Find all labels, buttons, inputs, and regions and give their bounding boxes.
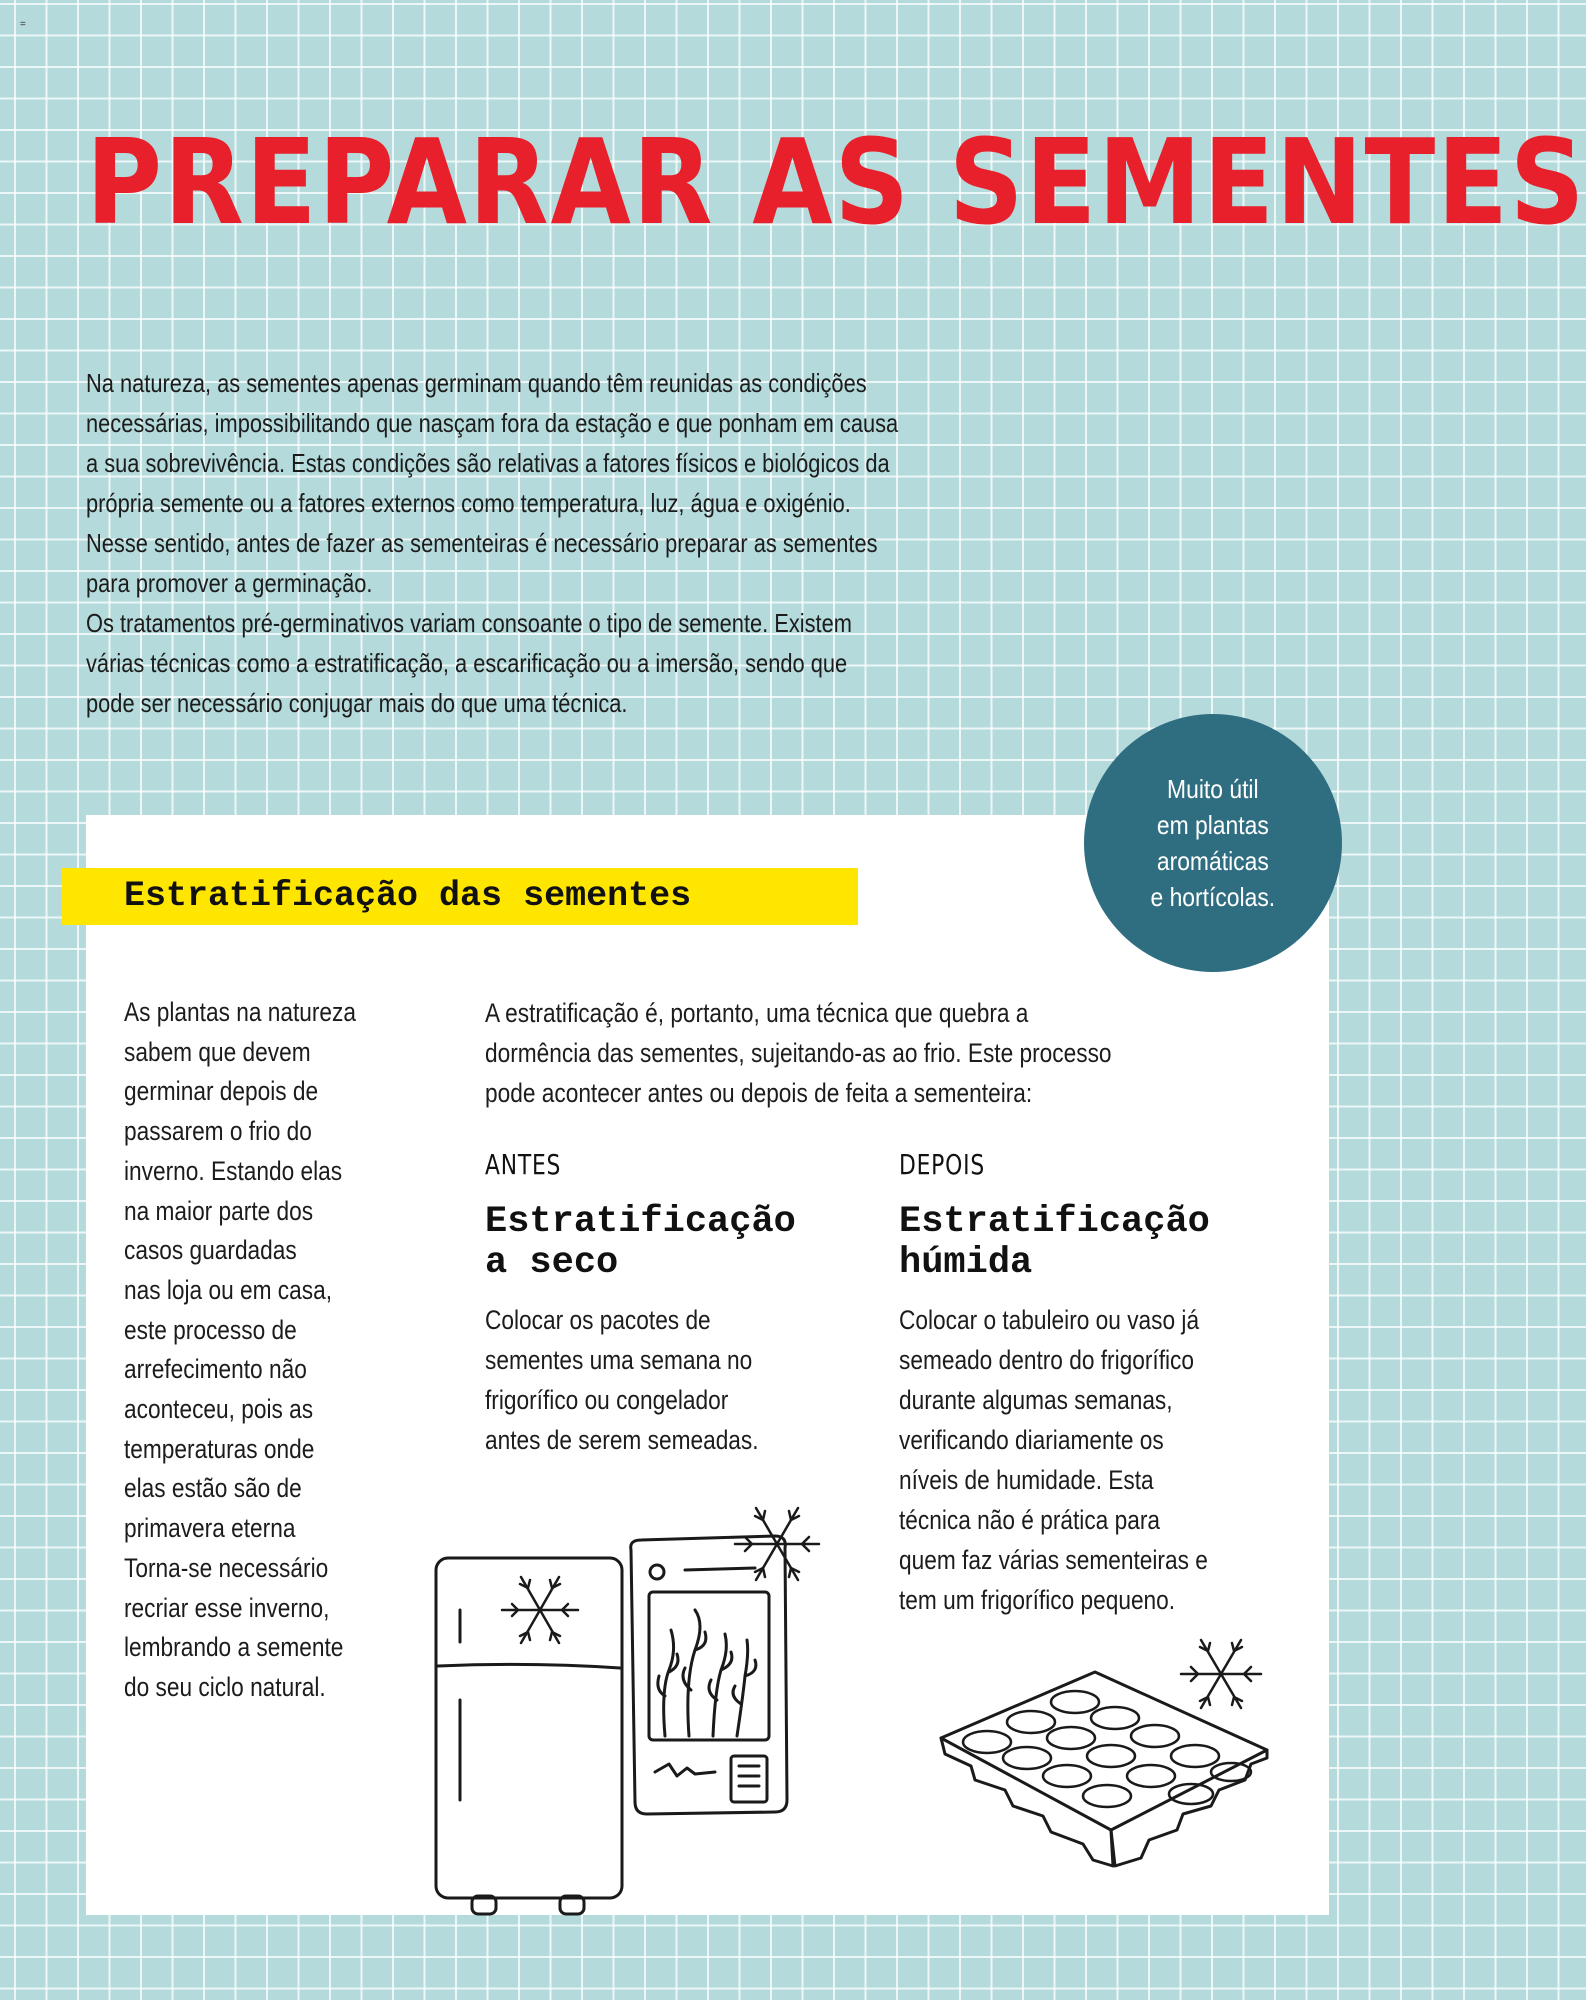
left-line: este processo de [124,1314,297,1345]
intro-line: Nesse sentido, antes de fazer as sementeiras é necessário preparar as sementes [86,528,878,558]
method-line: Colocar o tabuleiro ou vaso já [899,1305,1200,1335]
phase-label-after: DEPOIS [899,1148,985,1181]
intro-line: necessárias, impossibilitando que nasçam fora da estação e que ponham em causa [86,408,899,438]
intro-line: várias técnicas como a estratificação, a escarificação ou a imersão, sendo que [86,648,848,678]
left-line: Torna-se necessário [124,1552,329,1583]
method-line: técnica não é prática para [899,1505,1160,1535]
snowflake-icon [502,1577,578,1643]
method-line: sementes uma semana no [485,1345,753,1375]
left-line: nas loja ou em casa, [124,1274,333,1305]
method-line: tem um frigorífico pequeno. [899,1585,1176,1615]
snowflake-icon [1181,1640,1261,1708]
process-line: dormência das sementes, sujeitando-as ao frio. Este processo [485,1038,1112,1068]
method-title-humid [899,1202,1210,1284]
left-line: passarem o frio do [124,1116,312,1147]
left-line: germinar depois de [124,1076,319,1107]
method-line: quem faz várias sementeiras e [899,1545,1208,1575]
phase-label-before: ANTES [485,1148,562,1181]
left-line: inverno. Estando elas [124,1155,343,1186]
method-title-line: a seco [485,1242,619,1284]
badge-line: em plantas [1157,810,1269,840]
intro-line: Na natureza, as sementes apenas germinam quando têm reunidas as condições [86,368,867,398]
left-line: sabem que devem [124,1036,311,1067]
left-line: primavera eterna [124,1513,296,1544]
process-line: pode acontecer antes ou depois de feita a sementeira: [485,1078,1033,1108]
left-column-text [124,993,376,1708]
method-line: semeado dentro do frigorífico [899,1345,1195,1375]
badge-line: e hortícolas. [1150,882,1276,912]
left-line: na maior parte dos [124,1195,314,1226]
badge-line: Muito útil [1167,774,1259,804]
left-line: temperaturas onde [124,1433,315,1464]
method-line: Colocar os pacotes de [485,1305,711,1335]
left-line: elas estão são de [124,1473,302,1504]
seed-tray-illustration [935,1630,1275,1875]
left-line: recriar esse inverno, [124,1592,330,1623]
left-line: As plantas na natureza [124,997,356,1027]
intro-line: Os tratamentos pré-germinativos variam consoante o tipo de semente. Existem [86,608,852,638]
freezer-illustration [625,1500,825,1825]
method-title-line: húmida [899,1242,1033,1284]
method-line: antes de serem semeadas. [485,1425,759,1455]
tip-badge [1084,714,1342,972]
method-line: níveis de humidade. Esta [899,1465,1154,1495]
left-line: do seu ciclo natural. [124,1671,326,1702]
left-line: casos guardadas [124,1235,297,1266]
method-text-humid [899,1300,1252,1620]
intro-line: pode ser necessário conjugar mais do que uma técnica. [86,688,628,718]
intro-line: para promover a germinação. [86,568,373,598]
left-line: lembrando a semente [124,1632,344,1663]
corner-mark: = [20,19,26,30]
method-title-line: Estratificação [899,1201,1210,1243]
page-title: PREPARAR AS SEMENTES [86,113,1586,251]
left-line: aconteceu, pois as [124,1394,314,1425]
method-title-line: Estratificação [485,1201,796,1243]
intro-text [86,363,943,723]
process-line: A estratificação é, portanto, uma técnica que quebra a [485,998,1029,1028]
method-text-dry [485,1300,787,1460]
method-line: frigorífico ou congelador [485,1385,729,1415]
section-title: Estratificação das sementes [124,876,692,916]
method-title-dry [485,1202,796,1284]
badge-line: aromáticas [1157,846,1269,876]
left-line: arrefecimento não [124,1354,307,1385]
method-line: verificando diariamente os [899,1425,1164,1455]
method-line: durante algumas semanas, [899,1385,1173,1415]
intro-line: a sua sobrevivência. Estas condições são relativas a fatores físicos e biológicos da [86,448,890,478]
fridge-illustration [430,1550,630,1925]
process-intro [485,993,1224,1113]
intro-line: própria semente ou a fatores externos como temperatura, luz, água e oxigénio. [86,488,851,518]
